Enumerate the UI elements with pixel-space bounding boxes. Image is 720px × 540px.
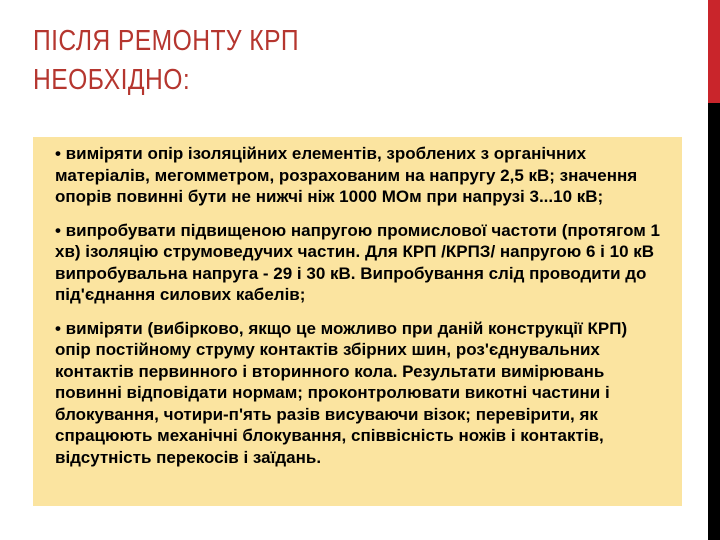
accent-bar-red-segment	[708, 0, 720, 103]
accent-bar	[708, 0, 720, 540]
bullet-paragraph-3: • виміряти (вибірково, якщо це можливо при даній конструкції КРП) опір постійному струму контактів збірних шин, роз'єднувальних контактів первинного і вторинного кола. Результати вимірювань повинні відповідати нормам; проконтролювати викотні частини і блокування, чотири-п'ять разів висуваючи візок; перевірити, як спрацюють механічні блокування, співвісність ножів і контактів, відсутність перекосів і заїдань.	[55, 318, 628, 467]
accent-bar-black-segment	[708, 103, 720, 540]
bullet-paragraph-2: • випробувати підвищеною напругою промислової частоти (протягом 1 хв) ізоляцію струмоведучих частин. Для КРП /КРПЗ/ напругою 6 і 10 кВ випробувальна напруга - 29 і 30 кВ. Випробування слід проводити до під'єднання силових кабелів;	[55, 220, 660, 304]
page-title-line-2: НЕОБХІДНО:	[33, 64, 191, 96]
content-box	[33, 137, 682, 506]
page-title-line-1: ПІСЛЯ РЕМОНТУ КРП	[33, 25, 300, 57]
bullet-paragraph-1: • виміряти опір ізоляційних елементів, зроблених з органічних матеріалів, мегомметром, розрахованим на напругу 2,5 кВ; значення опорів повинні бути не нижчі ніж 1000 МОм при напрузі 3...10 кВ;	[55, 144, 638, 206]
page-title	[33, 22, 299, 100]
